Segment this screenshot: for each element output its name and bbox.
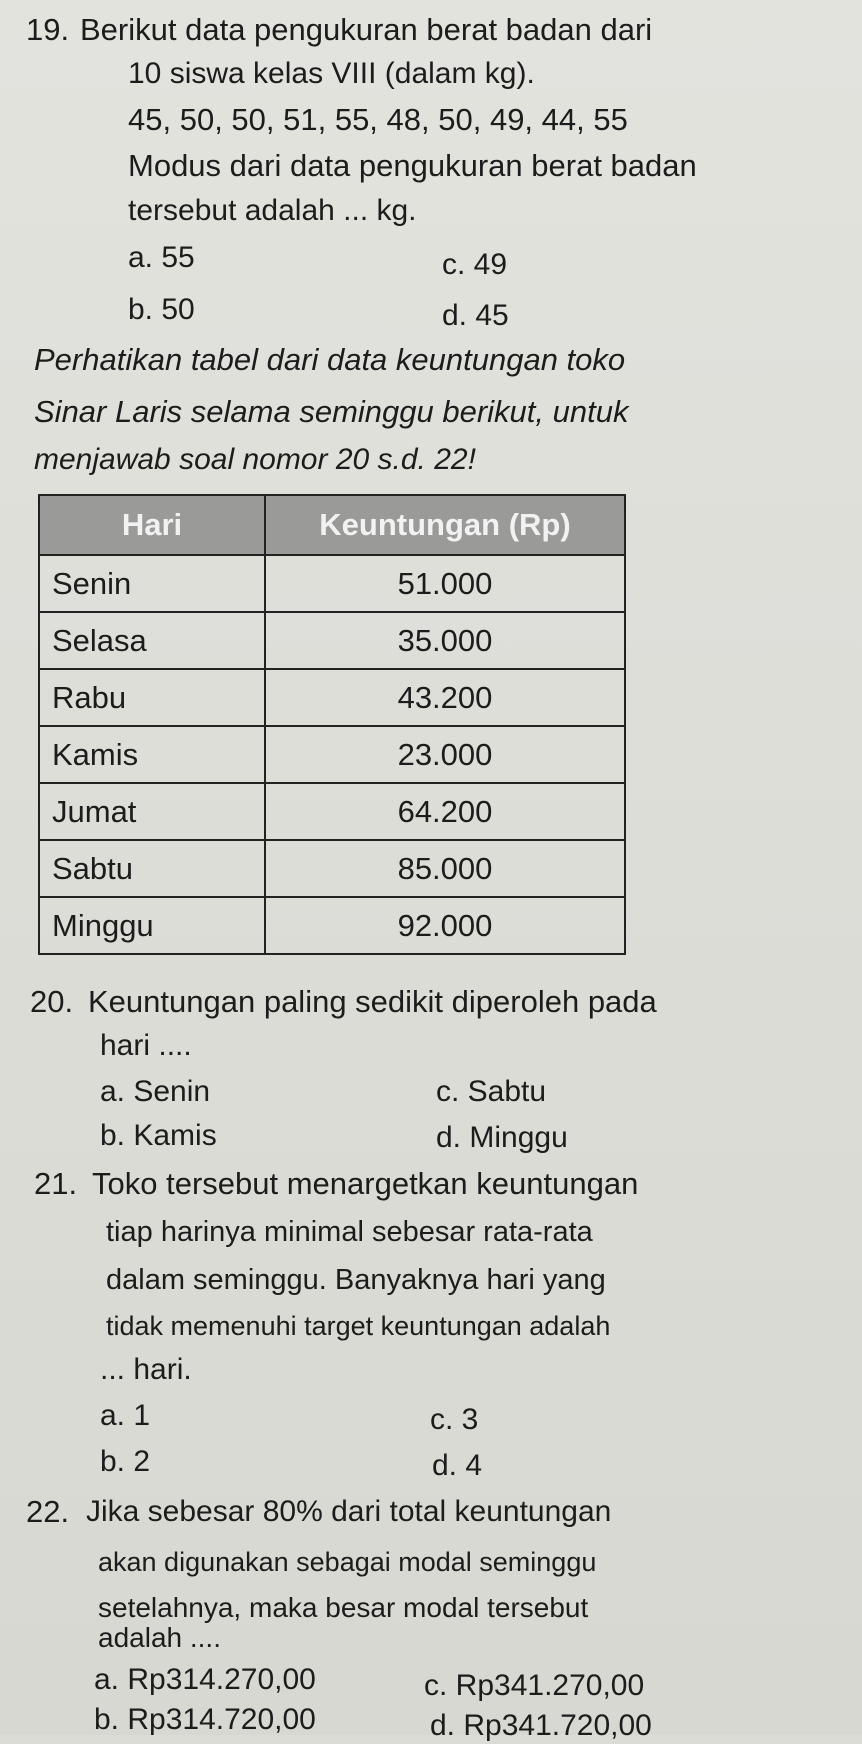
q21-line-4: tidak memenuhi target keuntungan adalah — [106, 1311, 611, 1341]
q19-option-d[interactable]: d. 45 — [442, 299, 509, 332]
q19-option-a[interactable]: a. 55 — [128, 241, 195, 274]
q21-number: 21. — [34, 1166, 78, 1201]
table-cell-profit: 51.000 — [265, 555, 625, 612]
q21-option-b[interactable]: b. 2 — [100, 1445, 151, 1478]
q22-line-1: Jika sebesar 80% dari total keuntungan — [86, 1495, 612, 1528]
q19-option-c[interactable]: c. 49 — [442, 248, 508, 281]
table-cell-day: Senin — [39, 555, 265, 612]
table-cell-profit: 92.000 — [265, 897, 625, 954]
q22-line-2: akan digunakan sebagai modal seminggu — [98, 1547, 597, 1577]
q19-line-2: 10 siswa kelas VIII (dalam kg). — [128, 57, 535, 90]
table-row — [39, 840, 625, 897]
intro-line-1: Perhatikan tabel dari data keuntungan toko — [34, 342, 626, 377]
q20-option-b[interactable]: b. Kamis — [100, 1119, 217, 1152]
intro-line-2: Sinar Laris selama seminggu berikut, untuk — [34, 394, 629, 429]
q19-line-4: Modus dari data pengukuran berat badan — [128, 148, 697, 183]
q20-line-1: Keuntungan paling sedikit diperoleh pada — [88, 984, 657, 1019]
q21-option-c[interactable]: c. 3 — [430, 1403, 479, 1436]
table-cell-day: Sabtu — [39, 840, 265, 897]
q22-option-b[interactable]: b. Rp314.720,00 — [94, 1703, 316, 1736]
table-cell-profit: 85.000 — [265, 840, 625, 897]
table-cell-day: Selasa — [39, 612, 265, 669]
table-cell-day: Rabu — [39, 669, 265, 726]
intro-line-3: menjawab soal nomor 20 s.d. 22! — [34, 443, 476, 476]
q20-option-d[interactable]: d. Minggu — [436, 1121, 568, 1154]
table-row — [39, 669, 625, 726]
q20-number: 20. — [30, 984, 74, 1019]
q19-line-3: 45, 50, 50, 51, 55, 48, 50, 49, 44, 55 — [128, 102, 628, 137]
q21-line-2: tiap harinya minimal sebesar rata-rata — [106, 1216, 593, 1248]
q19-line-5: tersebut adalah ... kg. — [128, 194, 417, 227]
table-row — [39, 612, 625, 669]
table-cell-profit: 43.200 — [265, 669, 625, 726]
q20-line-2: hari .... — [100, 1029, 192, 1062]
q22-option-d[interactable]: d. Rp341.720,00 — [430, 1709, 652, 1742]
q21-line-5: ... hari. — [100, 1353, 192, 1386]
table-cell-day: Jumat — [39, 783, 265, 840]
table-header-row — [39, 495, 625, 555]
profit-table — [38, 494, 626, 955]
q22-number: 22. — [26, 1494, 70, 1529]
table-cell-profit: 23.000 — [265, 726, 625, 783]
q19-option-b[interactable]: b. 50 — [128, 293, 195, 326]
table-row — [39, 726, 625, 783]
table-cell-profit: 64.200 — [265, 783, 625, 840]
table-cell-day: Minggu — [39, 897, 265, 954]
q21-line-1: Toko tersebut menargetkan keuntungan — [92, 1166, 639, 1201]
q20-option-a[interactable]: a. Senin — [100, 1075, 211, 1108]
header-keuntungan: Keuntungan (Rp) — [265, 495, 625, 555]
q22-line-4: adalah .... — [98, 1622, 221, 1653]
q21-option-d[interactable]: d. 4 — [432, 1449, 483, 1482]
q19-number: 19. — [26, 12, 70, 47]
table-row — [39, 783, 625, 840]
table-row — [39, 897, 625, 954]
q21-line-3: dalam seminggu. Banyaknya hari yang — [106, 1264, 606, 1296]
table-row — [39, 555, 625, 612]
table-cell-day: Kamis — [39, 726, 265, 783]
header-hari: Hari — [39, 495, 265, 555]
q19-line-1: Berikut data pengukuran berat badan dari — [80, 12, 653, 47]
q21-option-a[interactable]: a. 1 — [100, 1399, 151, 1432]
q22-option-a[interactable]: a. Rp314.270,00 — [94, 1663, 316, 1696]
q22-option-c[interactable]: c. Rp341.270,00 — [424, 1669, 645, 1702]
q20-option-c[interactable]: c. Sabtu — [436, 1075, 547, 1108]
q22-line-3: setelahnya, maka besar modal tersebut — [98, 1592, 589, 1623]
table-cell-profit: 35.000 — [265, 612, 625, 669]
